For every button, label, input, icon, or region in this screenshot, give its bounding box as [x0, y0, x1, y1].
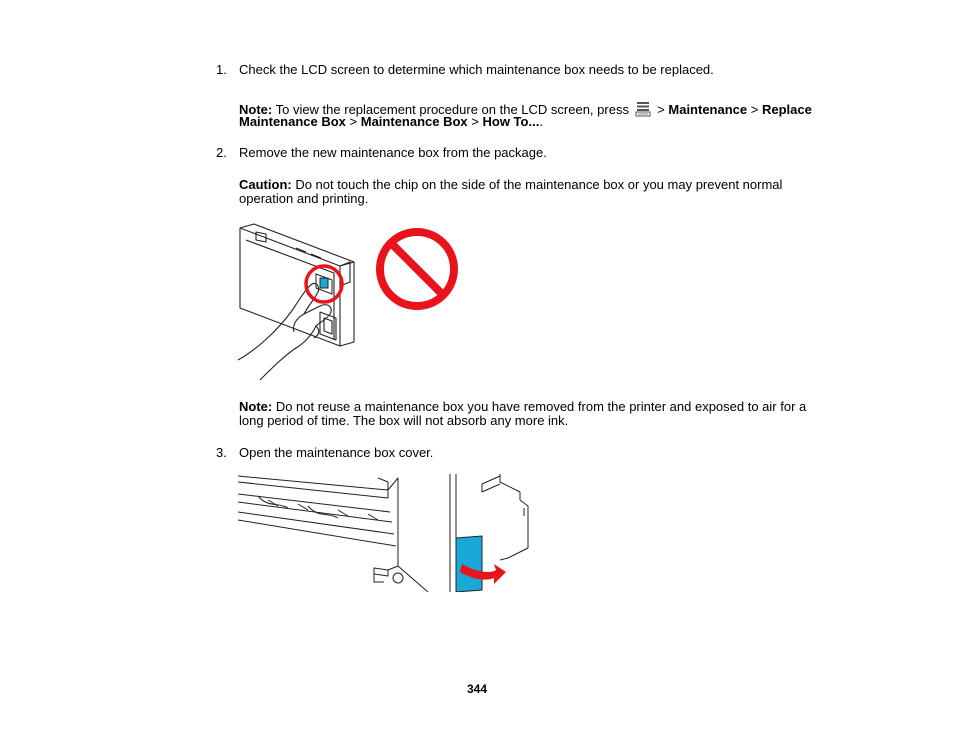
note-2-label: Note: [239, 399, 273, 414]
note-1-separator: > [747, 102, 762, 117]
note-1-path-maintenance-box: Maintenance Box [239, 114, 346, 129]
caution-text-1: Do not touch the chip on the side of the maintenance box or you may prevent normal [291, 177, 783, 192]
step-1-number: 1. [216, 62, 227, 77]
note-2-line-1 [239, 400, 806, 414]
note-1-path-maintenance-box-2: Maintenance Box [360, 114, 468, 129]
step-3-text: Open the maintenance box cover. [239, 445, 434, 460]
note-1-path-how-to: How To... [482, 114, 540, 129]
maintenance-cover-illustration [238, 472, 534, 592]
step-1-text: Check the LCD screen to determine which maintenance box needs to be replaced. [239, 62, 714, 77]
prohibition-icon [380, 232, 454, 306]
note-1-label: Note: [239, 102, 273, 117]
menu-icon [635, 101, 652, 120]
page-number: 344 [466, 682, 488, 696]
step-2-number: 2. [216, 145, 227, 160]
note-2-text-1: Do not reuse a maintenance box you have removed from the printer and exposed to air for a [272, 399, 807, 414]
note-2-line-2: long period of time. The box will not absorb any more ink. [239, 413, 569, 428]
note-1-path-replace: Replace [761, 102, 812, 117]
caution-line-1 [239, 178, 782, 192]
chip-warning-illustration [236, 222, 468, 382]
note-1-end: . [539, 114, 543, 129]
note-1-path-maintenance: Maintenance [668, 102, 748, 117]
caution-line-2: operation and printing. [239, 191, 369, 206]
note-1-separator: > [345, 114, 361, 129]
note-1-separator: > [653, 102, 669, 117]
note-1-separator: > [467, 114, 483, 129]
note-1-line-2 [239, 115, 543, 129]
step-3-number: 3. [216, 445, 227, 460]
step-2-text: Remove the new maintenance box from the package. [239, 145, 547, 160]
caution-label: Caution: [239, 177, 292, 192]
note-1-intro: To view the replacement procedure on the LCD screen, press [272, 102, 633, 117]
